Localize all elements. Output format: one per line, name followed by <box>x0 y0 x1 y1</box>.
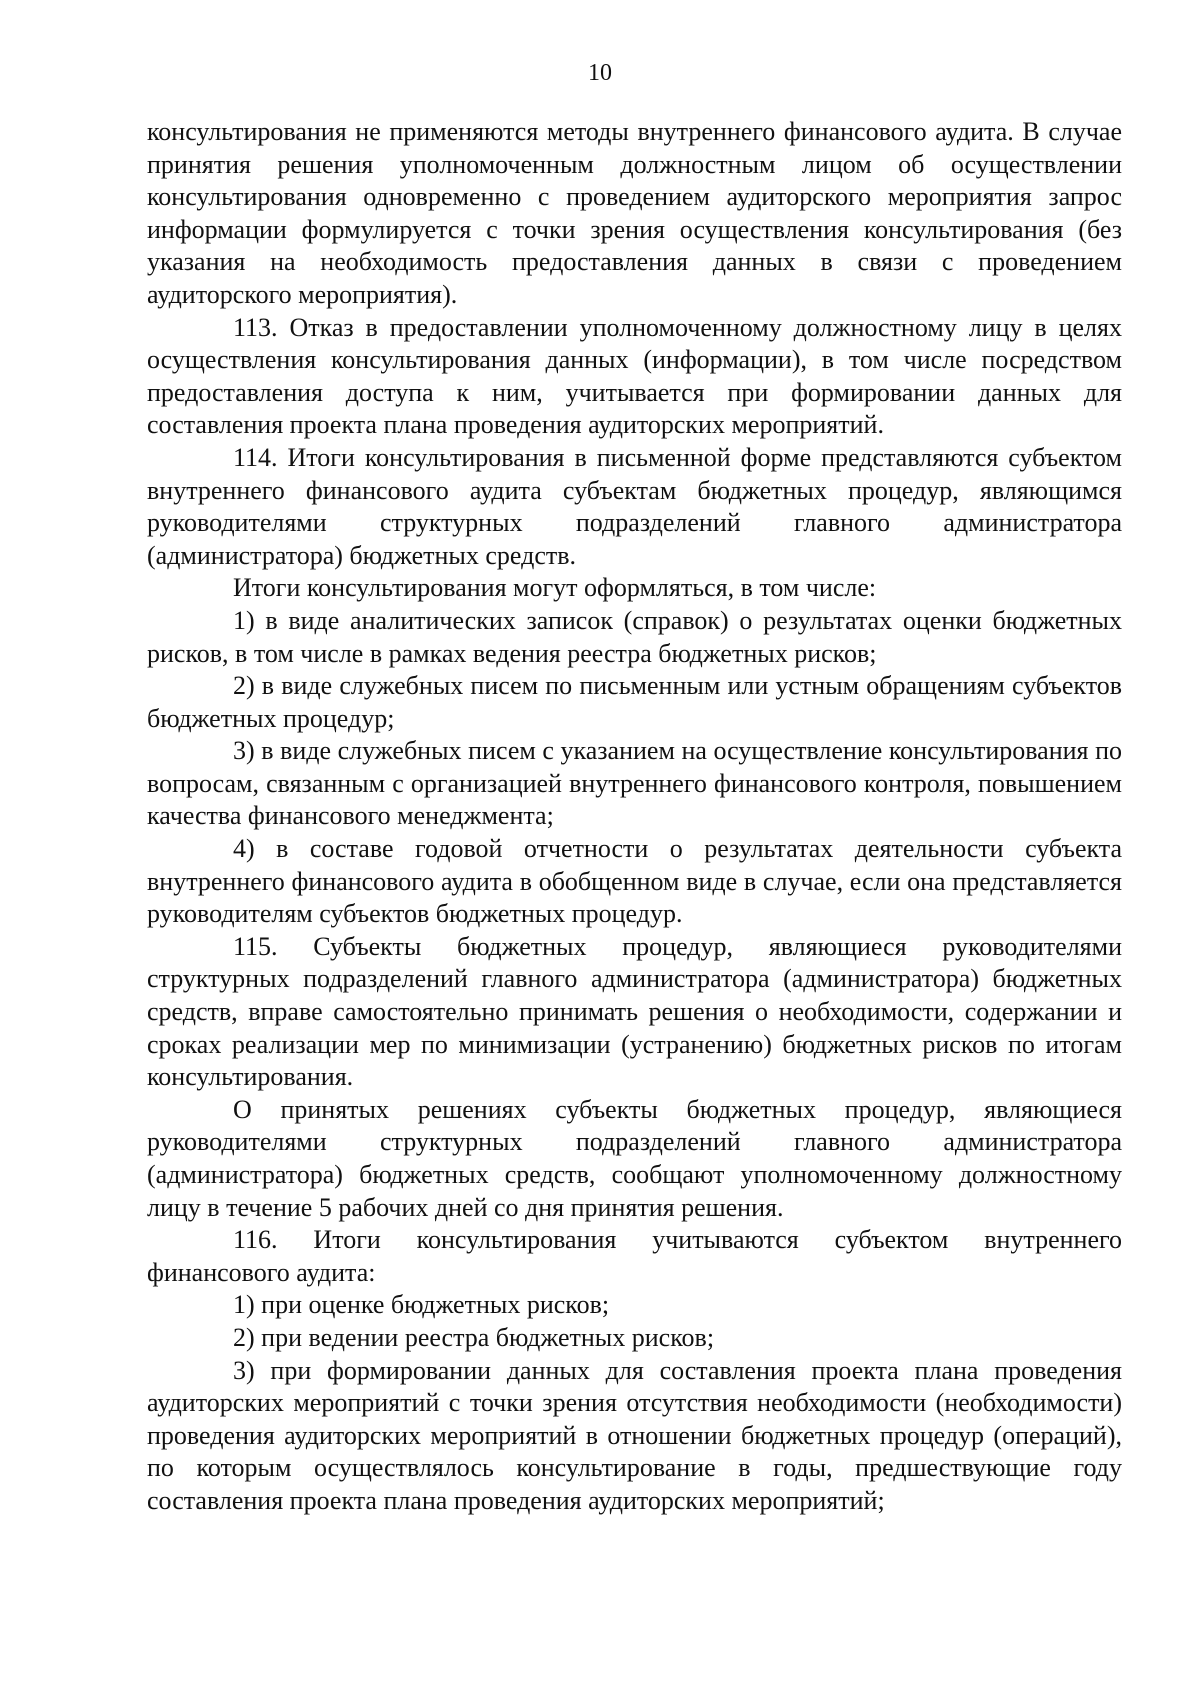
document-body <box>147 116 1122 1518</box>
list-item-116-1: 1) при оценке бюджетных рисков; <box>233 1290 610 1320</box>
paragraph-continuation: консультирования не применяются методы внутреннего финансового аудита. В случае принятия решения уполномоченным должностным лицом об осуществлении консультирования одновременно с проведением аудиторского мероприятия запрос информации формулируется с точки зрения осуществления консультирования (без указания на необходимость предоставления данных в связи с проведением аудиторского мероприятия). <box>147 117 1122 309</box>
paragraph-115: 115. Субъекты бюджетных процедур, являющиеся руководителями структурных подразделений главного администратора (администратора) бюджетных средств, вправе самостоятельно принимать решения о необходимости, содержании и сроках реализации мер по минимизации (устранению) бюджетных рисков по итогам консультирования. <box>147 931 1122 1092</box>
list-item-114-1: 1) в виде аналитических записок (справок) о результатах оценки бюджетных рисков, в том числе в рамках ведения реестра бюджетных рисков; <box>147 605 1122 668</box>
paragraph-114: 114. Итоги консультирования в письменной форме представляются субъектом внутреннего финансового аудита субъектам бюджетных процедур, являющимся руководителями структурных подразделений главного администратора (администратора) бюджетных средств. <box>147 442 1122 570</box>
paragraph-113: 113. Отказ в предоставлении уполномоченному должностному лицу в целях осуществления консультирования данных (информации), в том числе посредством предоставления доступа к ним, учитывается при формировании данных для составления проекта плана проведения аудиторских мероприятий. <box>147 312 1122 440</box>
list-item-116-3: 3) при формировании данных для составления проекта плана проведения аудиторских мероприятий с точки зрения отсутствия необходимости (необходимости) проведения аудиторских мероприятий в отношении бюджетных процедур (операций), по которым осуществлялось консультирование в годы, предшествующие году составления проекта плана проведения аудиторских мероприятий; <box>147 1355 1122 1515</box>
list-item-114-3: 3) в виде служебных писем с указанием на осуществление консультирования по вопросам, связанным с организацией внутреннего финансового контроля, повышением качества финансового менеджмента; <box>147 736 1122 831</box>
list-item-114-2: 2) в виде служебных писем по письменным или устным обращениям субъектов бюджетных процедур; <box>147 671 1122 733</box>
paragraph-115-decisions: О принятых решениях субъекты бюджетных процедур, являющиеся руководителями структурных подразделений главного администратора (администратора) бюджетных средств, сообщают уполномоченному должностному лицу в течение 5 рабочих дней со дня принятия решения. <box>147 1094 1122 1222</box>
page-number: 10 <box>588 60 612 86</box>
list-item-116-2: 2) при ведении реестра бюджетных рисков; <box>233 1322 715 1352</box>
list-item-114-4: 4) в составе годовой отчетности о результатах деятельности субъекта внутреннего финансового аудита в обобщенном виде в случае, если она представляется руководителям субъектов бюджетных процедур. <box>147 834 1122 929</box>
paragraph-114-intro: Итоги консультирования могут оформляться, в том числе: <box>233 573 877 603</box>
paragraph-116: 116. Итоги консультирования учитываются субъектом внутреннего финансового аудита: <box>147 1225 1122 1287</box>
